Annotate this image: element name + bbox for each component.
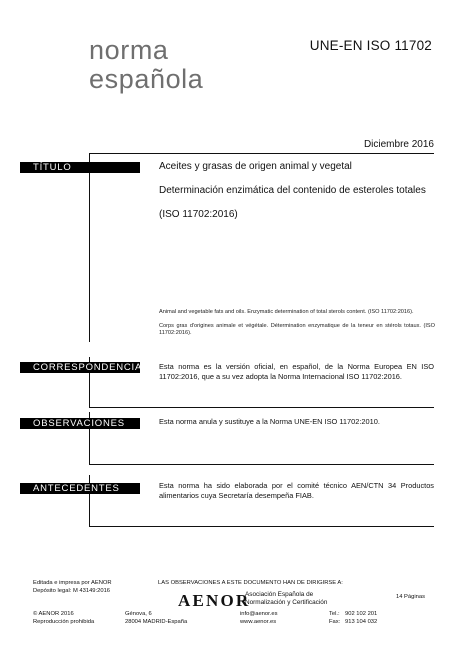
antecedentes-text: Esta norma ha sido elaborada por el comité técnico AEN/CTN 34 Productos alimentarios cuya Secretaría desempeña FIAB. [159,481,434,500]
observaciones-label: OBSERVACIONES [20,418,140,429]
brand-line-2: española [89,64,204,94]
aenor-org-line-1: Asociación Española de [245,591,314,598]
footer-street: Génova, 6 [125,611,152,617]
footer-address [125,611,187,626]
antecedentes-label: ANTECEDENTES [20,483,140,494]
publication-date: Diciembre 2016 [363,139,434,150]
brand-title [89,36,203,94]
footer-edition [33,580,112,595]
title-french: Corps gras d'origines animale et végétale. Détermination enzymatique de la teneur en stérols totaux. (ISO 11702:2016). [159,323,435,337]
footer-legal-deposit: Depósito legal: M 43149:2016 [33,587,111,594]
footer-contact [240,611,277,626]
footer-observations-notice: LAS OBSERVACIONES A ESTE DOCUMENTO HAN DE DIRIGIRSE A: [158,580,343,586]
footer-copyright-line: © AENOR 2016 [33,611,74,617]
footer-phone-labels [329,611,340,626]
aenor-logo: AENOR [178,591,251,610]
observaciones-text: Esta norma anula y sustituye a la Norma UNE-EN ISO 11702:2010. [159,417,380,426]
antecedentes-bottom-rule [89,526,434,527]
footer-edited-by: Editada e impresa por AENOR [33,580,112,586]
footer-tel-label: Tel.: [329,611,340,617]
page-count: 14 Páginas [396,594,426,600]
standard-code: UNE-EN ISO 11702 [309,38,432,53]
brand-line-1: norma [89,35,169,65]
correspondencia-label: CORRESPONDENCIA [20,362,140,373]
footer-tel-value: 902 102 201 [345,611,378,617]
aenor-org-line-2: Normalización y Certificación [245,599,328,606]
titulo-label: TÍTULO [20,162,140,173]
aenor-organization [245,591,327,607]
observaciones-bottom-rule [89,464,434,465]
title-english: Animal and vegetable fats and oils. Enzymatic determination of total sterols content. (ISO 11702:2016). [159,309,414,315]
correspondencia-text: Esta norma es la versión oficial, en español, de la Norma Europea EN ISO 11702:2016, que a su vez adopta la Norma Internacional ISO 11702:2016. [159,362,434,381]
footer-email[interactable]: info@aenor.es [240,611,278,617]
date-rule [89,153,434,154]
title-spanish-line-1: Aceites y grasas de origen animal y vegetal [159,161,352,172]
footer-web[interactable]: www.aenor.es [240,618,277,625]
titulo-vertical-rule [89,153,90,342]
footer-copyright [33,611,94,626]
title-reference: (ISO 11702:2016) [159,209,238,220]
footer-reproduction: Reproducción prohibida [33,618,95,625]
correspondencia-bottom-rule [89,407,434,408]
footer-city: 28004 MADRID-España [125,618,188,625]
footer-phone-values [345,611,377,626]
footer-fax-label: Fax: [329,618,341,625]
title-spanish-line-2: Determinación enzimática del contenido de esteroles totales [159,185,426,196]
footer-fax-value: 913 104 032 [345,618,378,625]
